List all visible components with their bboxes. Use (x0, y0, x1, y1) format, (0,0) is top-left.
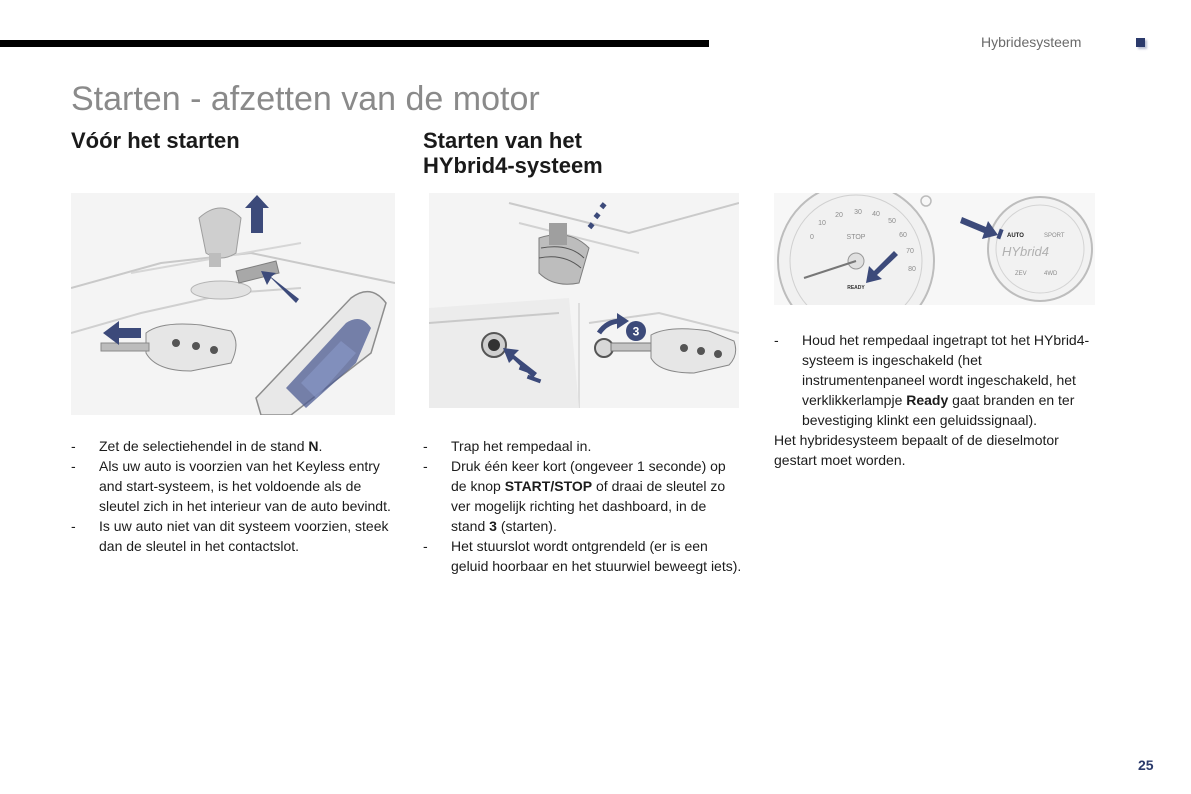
auto-indicator: AUTO (1007, 233, 1024, 239)
svg-text:20: 20 (835, 212, 843, 219)
svg-text:40: 40 (872, 211, 880, 218)
svg-text:SPORT: SPORT (1044, 233, 1065, 239)
top-rule (0, 40, 709, 47)
svg-text:50: 50 (888, 218, 896, 225)
illustration-pedal-and-ignition (429, 193, 739, 408)
svg-text:10: 10 (818, 220, 826, 227)
col1-text (71, 436, 396, 556)
col3-text (774, 330, 1094, 470)
section-name: Hybridesysteem (981, 34, 1082, 50)
hybrid4-logo: HYbrid4 (1002, 244, 1049, 259)
page-number: 25 (1138, 757, 1154, 773)
svg-text:0: 0 (810, 234, 814, 241)
illustration-instrument-cluster (774, 193, 1095, 305)
svg-text:70: 70 (906, 248, 914, 255)
svg-text:60: 60 (899, 232, 907, 239)
heading-start-hybrid: Starten van het HYbrid4-systeem (423, 128, 603, 178)
svg-text:4WD: 4WD (1044, 271, 1058, 277)
svg-text:STOP: STOP (846, 234, 866, 241)
illustration-gear-and-key (71, 193, 395, 415)
list-item: - Is uw auto niet van dit systeem voorzien, steek dan de sleutel in het contactslot. (71, 516, 396, 556)
list-item: - Druk één keer kort (ongeveer 1 seconde) op de knop START/STOP of draai de sleutel zo ver mogelijk richting het dashboard, in de stand 3 (starten). (423, 456, 743, 536)
svg-text:80: 80 (908, 266, 916, 273)
col3-paragraph: Het hybridesysteem bepaalt of de dieselmotor gestart moet worden. (774, 432, 1059, 468)
section-marker (1136, 38, 1145, 47)
svg-text:30: 30 (854, 209, 862, 216)
list-item: - Trap het rempedaal in. (423, 436, 743, 456)
step-badge: 3 (632, 324, 640, 339)
heading-before-start: Vóór het starten (71, 128, 240, 153)
list-item: - Het stuurslot wordt ontgrendeld (er is een geluid hoorbaar en het stuurwiel beweegt iets). (423, 536, 743, 576)
page-title: Starten - afzetten van de motor (71, 80, 540, 118)
list-item: - Als uw auto is voorzien van het Keyless entry and start-systeem, is het voldoende als de sleutel zich in het interieur van de auto bevindt. (71, 456, 396, 516)
ready-indicator: READY (847, 285, 865, 291)
list-item: - Houd het rempedaal ingetrapt tot het HYbrid4-systeem is ingeschakeld (het instrumentenpaneel wordt ingeschakeld, het verklikkerlampje Ready gaat branden en ter bevestiging klinkt een geluidssignaal). (774, 330, 1094, 430)
col2-text (423, 436, 743, 576)
list-item: - Zet de selectiehendel in de stand N. (71, 436, 396, 456)
svg-text:ZEV: ZEV (1015, 271, 1027, 277)
